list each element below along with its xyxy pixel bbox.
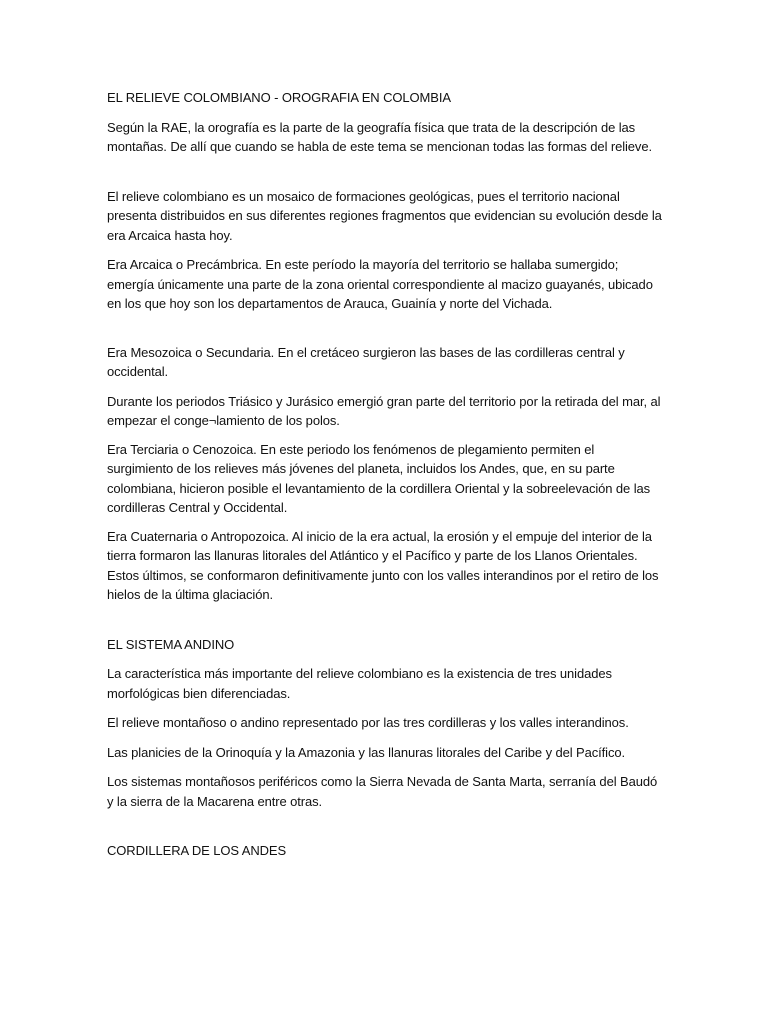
document-title: EL RELIEVE COLOMBIANO - OROGRAFIA EN COLOMBIA <box>107 90 451 105</box>
paragraph-era-arcaica: Era Arcaica o Precámbrica. En este período la mayoría del territorio se hallaba sumergido; emergía únicamente una parte de la zona oriental correspondiente al macizo guayanés, ubicado en los que hoy son los departamentos de Arauca, Guainía y norte del Vichada. <box>107 257 653 311</box>
paragraph-intro: Según la RAE, la orografía es la parte de la geografía física que trata de la descripción de las montañas. De allí que cuando se habla de este tema se mencionan todas las formas del relieve. <box>107 119 652 154</box>
paragraph-sistemas-perifericos: Los sistemas montañosos periféricos como la Sierra Nevada de Santa Marta, serranía del Baudó y la sierra de la Macarena entre otras. <box>107 774 658 809</box>
paragraph-planicies: Las planicies de la Orinoquía y la Amazonia y las llanuras litorales del Caribe y del Pacífico. <box>107 744 625 760</box>
paragraph-era-terciaria: Era Terciaria o Cenozoica. En este periodo los fenómenos de plegamiento permiten el surgimiento de los relieves más jóvenes del planeta, incluidos los Andes, que, en su parte colombiana, hicieron posible el levantamiento de la cordillera Oriental y la sobreelevación de las cordilleras Central y Occidental. <box>107 441 651 515</box>
heading-sistema-andino: EL SISTEMA ANDINO <box>107 636 235 652</box>
paragraph-triasico-jurasico: Durante los periodos Triásico y Jurásico emergió gran parte del territorio por la retirada del mar, al empezar el conge¬lamiento de los polos. <box>107 393 661 428</box>
paragraph-mosaic: El relieve colombiano es un mosaico de formaciones geológicas, pues el territorio nacional presenta distribuidos en sus diferentes regiones fragmentos que evidencian su evolución desde la era Arcaica hasta hoy. <box>107 188 662 243</box>
paragraph-relieve-montanoso: El relieve montañoso o andino representado por las tres cordilleras y los valles interandinos. <box>107 715 629 730</box>
document-body <box>107 88 663 861</box>
paragraph-era-cuaternaria: Era Cuaternaria o Antropozoica. Al inicio de la era actual, la erosión y el empuje del interior de la tierra formaron las llanuras litorales del Atlántico y el Pacífico y parte de los Llanos Orientales. Estos últimos, se conformaron definitivamente junto con los valles interandinos por el retiro de los hielos de la última glaciación. <box>107 528 659 602</box>
paragraph-era-mesozoica: Era Mesozoica o Secundaria. En el cretáceo surgieron las bases de las cordilleras central y occidental. <box>107 344 625 379</box>
heading-cordillera-andes: CORDILLERA DE LOS ANDES <box>107 843 287 858</box>
paragraph-caracteristica: La característica más importante del relieve colombiano es la existencia de tres unidades morfológicas bien diferenciadas. <box>107 666 612 701</box>
